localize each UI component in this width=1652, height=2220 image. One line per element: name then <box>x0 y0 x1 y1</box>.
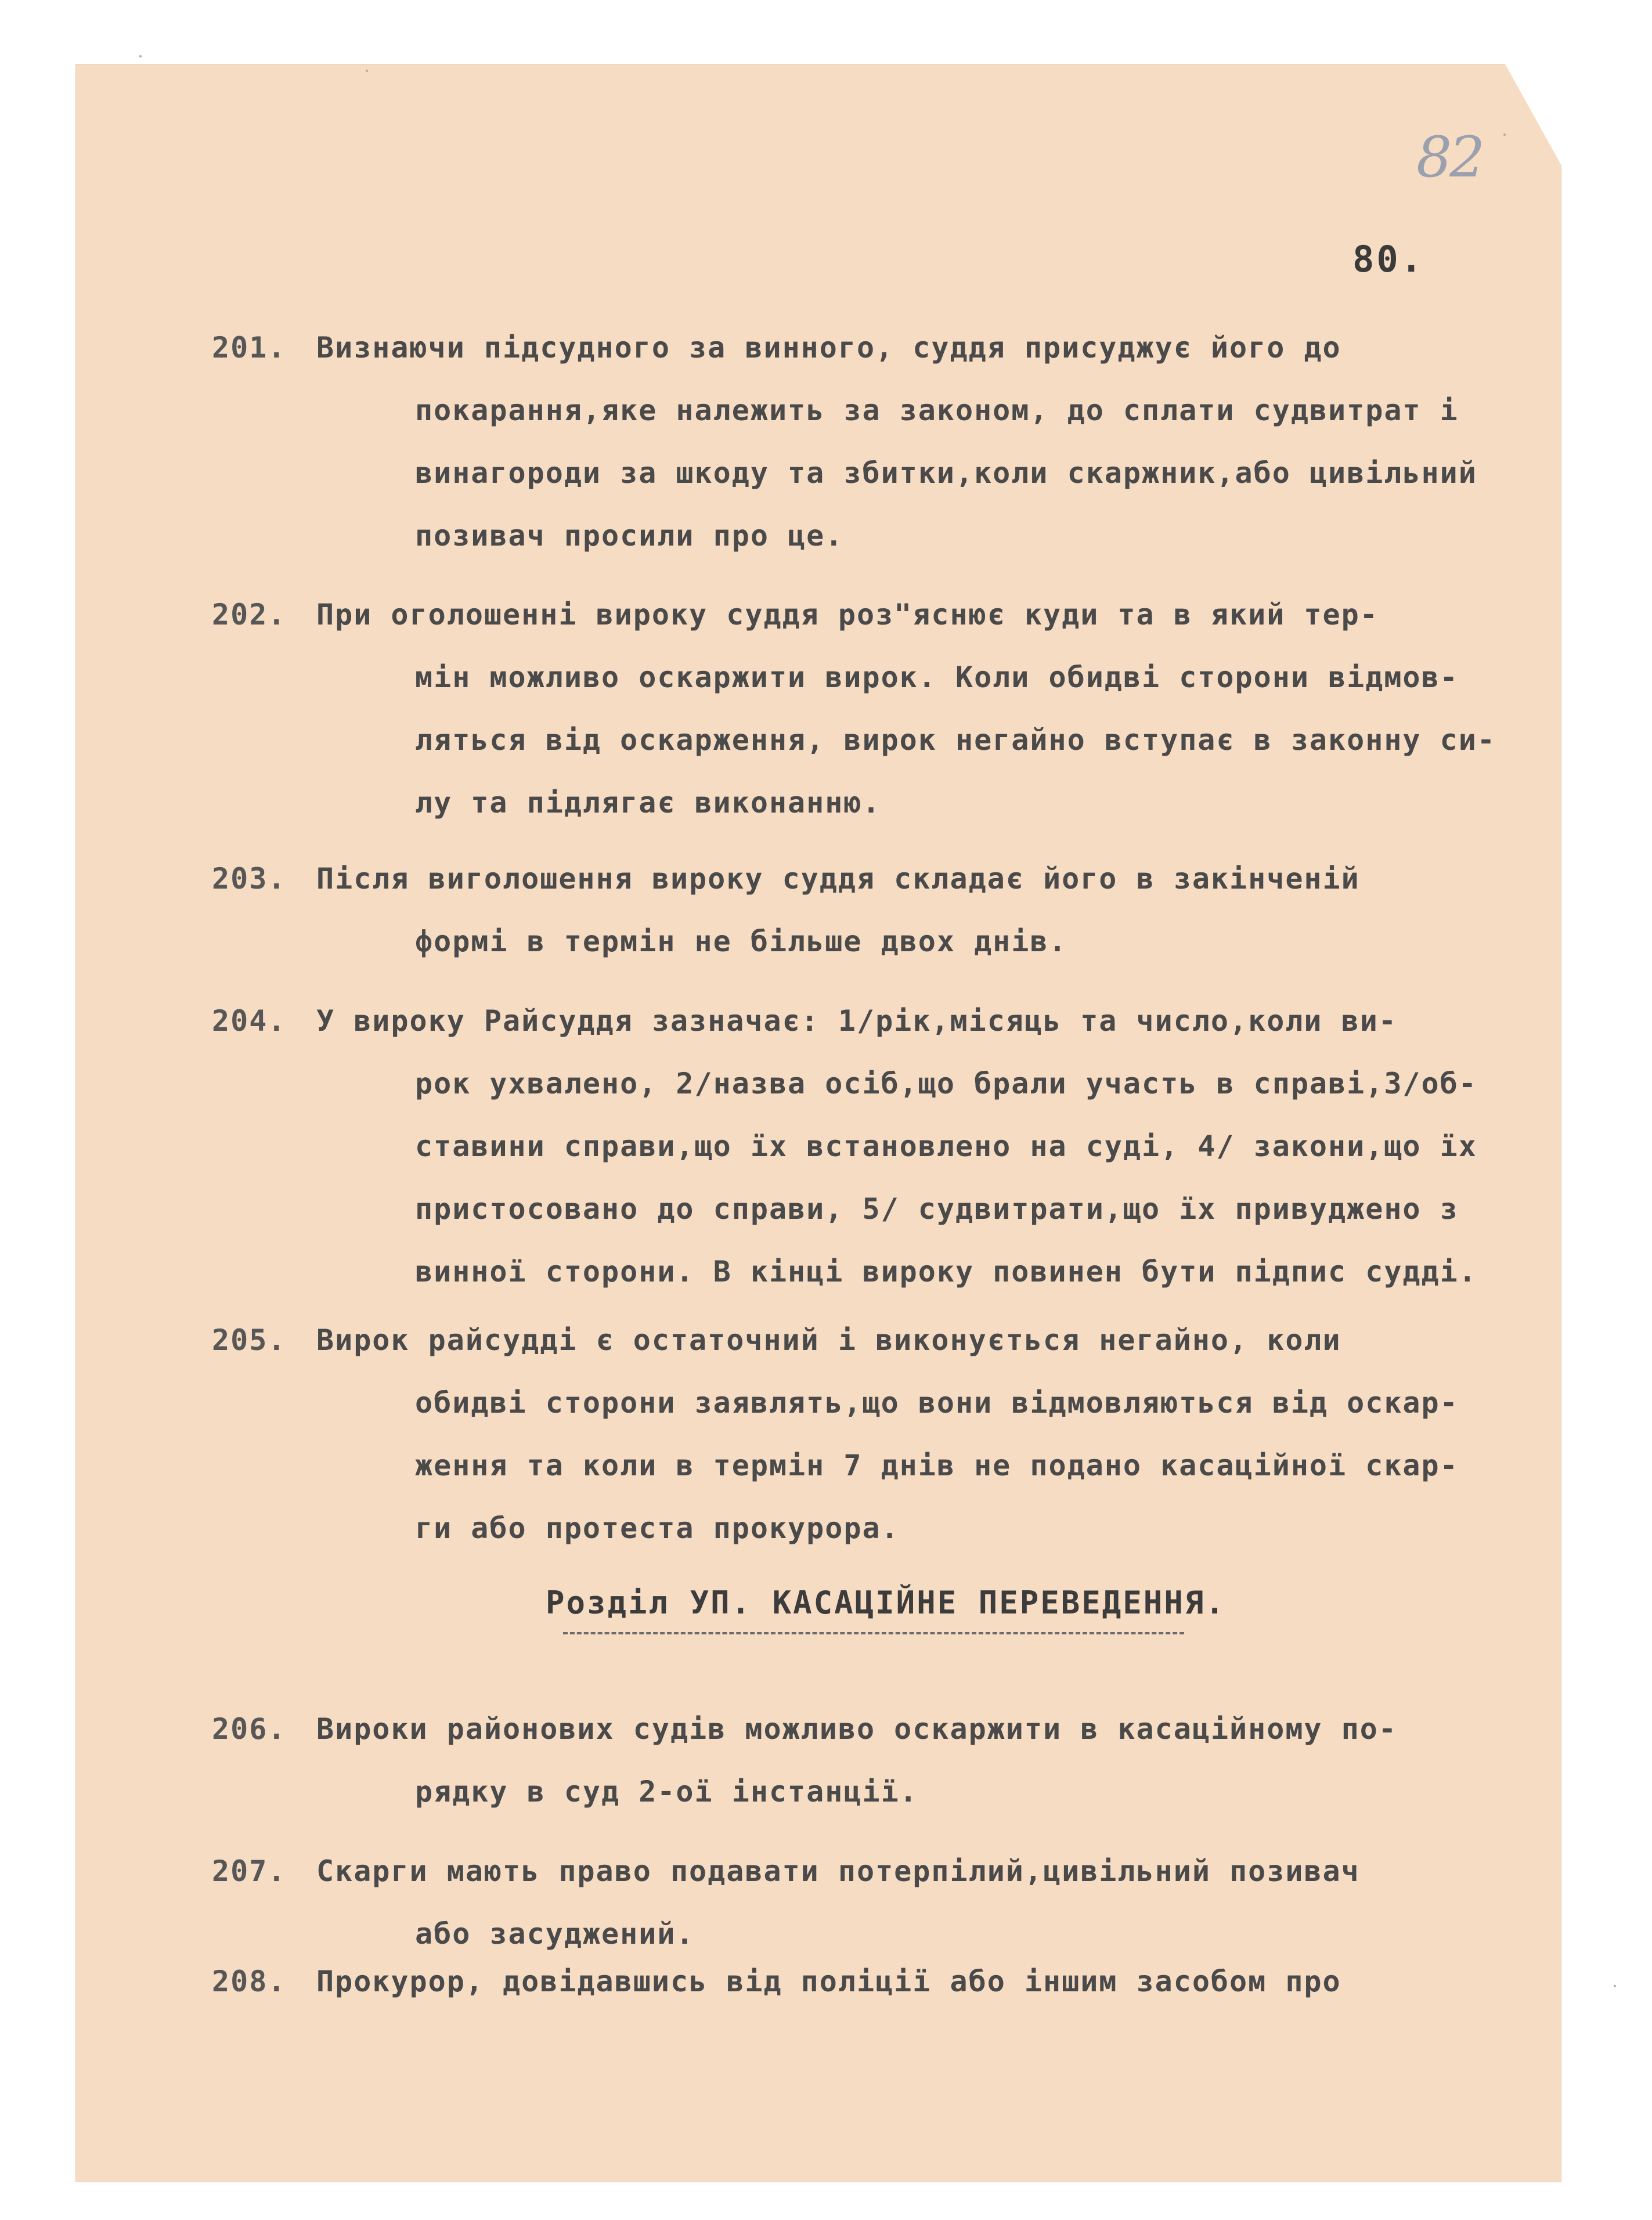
paragraph-number: 201. <box>212 331 287 364</box>
paragraph-line: 206. Вироки районових судів можливо оскаржити в касаційному по- <box>319 1698 1535 1760</box>
paragraph-line: 205. Вирок райсудді є остаточний і виконується негайно, коли <box>319 1309 1535 1371</box>
paragraph-line: винагороди за шкоду та збитки,коли скаржник,або цивільний <box>415 456 1477 490</box>
paragraph-line: рок ухвалено, 2/назва осіб,що брали участь в справі,3/об- <box>415 1067 1477 1100</box>
paragraph-201 <box>212 316 1535 567</box>
paragraph-line: 202. При оголошенні вироку суддя роз"яснює куди та в який тер- <box>319 583 1535 646</box>
paragraph-207 <box>212 1840 1535 1965</box>
paragraph-line: рядку в суд 2-ої інстанції. <box>415 1775 918 1809</box>
paragraph-line: 207. Скарги мають право подавати потерпілий,цивільний позивач <box>319 1840 1535 1903</box>
paragraph-line: лу та підлягає виконанню. <box>415 786 881 820</box>
paragraph-number: 205. <box>212 1323 287 1357</box>
paragraph-206 <box>212 1698 1535 1823</box>
paragraph-line: позивач просили про це. <box>415 519 844 553</box>
scan-speck <box>1614 1985 1616 1987</box>
scan-speck <box>366 70 368 72</box>
paragraph-203 <box>212 847 1535 973</box>
paragraph-number: 208. <box>212 1965 287 1998</box>
paragraph-line: 203. Після виголошення вироку суддя складає його в закінченій <box>319 847 1535 910</box>
paragraph-number: 202. <box>212 598 287 631</box>
paragraph-number: 203. <box>212 862 287 896</box>
paragraph-line: ги або протеста прокурора. <box>415 1511 900 1545</box>
paragraph-line: або засуджений. <box>415 1917 695 1951</box>
paragraph-line: 204. У вироку Райсуддя зазначає: 1/рік,місяць та число,коли ви- <box>319 990 1535 1052</box>
paragraph-line: 201. Визнаючи підсудного за винного, суддя присуджує його до <box>319 316 1535 379</box>
paragraph-line: ставини справи,що їх встановлено на суді, 4/ закони,що їх <box>415 1129 1477 1163</box>
paragraph-number: 207. <box>212 1854 287 1888</box>
paragraph-number: 204. <box>212 1004 287 1038</box>
paragraph-line: обидві сторони заявлять,що вони відмовляються від оскар- <box>415 1386 1459 1420</box>
scan-speck <box>1503 133 1506 136</box>
paragraph-205 <box>212 1309 1535 1560</box>
paragraph-202 <box>212 583 1535 834</box>
paragraph-204 <box>212 990 1535 1303</box>
paragraph-208 <box>212 1950 1535 2013</box>
paragraph-line: пристосовано до справи, 5/ судвитрати,що їх привуджено з <box>415 1192 1459 1226</box>
paragraph-line: 208. Прокурор, довідавшись від поліції або іншим засобом про <box>319 1950 1535 2013</box>
paragraph-line: ження та коли в термін 7 днів не подано касаційної скар- <box>415 1449 1459 1482</box>
paragraph-line: покарання,яке належить за законом, до сплати судвитрат і <box>415 394 1459 427</box>
section-heading: Розділ УП. КАСАЦІЙНЕ ПЕРЕВЕДЕННЯ. <box>546 1584 1226 1621</box>
page-number: 80. <box>1352 238 1424 280</box>
paragraph-line: мін можливо оскаржити вирок. Коли обидві сторони відмов- <box>415 660 1459 694</box>
heading-underline <box>563 1632 1184 1634</box>
paragraph-line: винної сторони. В кінці вироку повинен бути підпис судді. <box>415 1255 1477 1288</box>
paragraph-line: ляться від оскарження, вирок негайно вступає в законну си- <box>415 723 1496 757</box>
handwritten-folio-number: 82 <box>1416 125 1483 190</box>
scan-speck <box>139 55 142 57</box>
paragraph-number: 206. <box>212 1712 287 1746</box>
paragraph-line: формі в термін не більше двох днів. <box>415 925 1067 958</box>
